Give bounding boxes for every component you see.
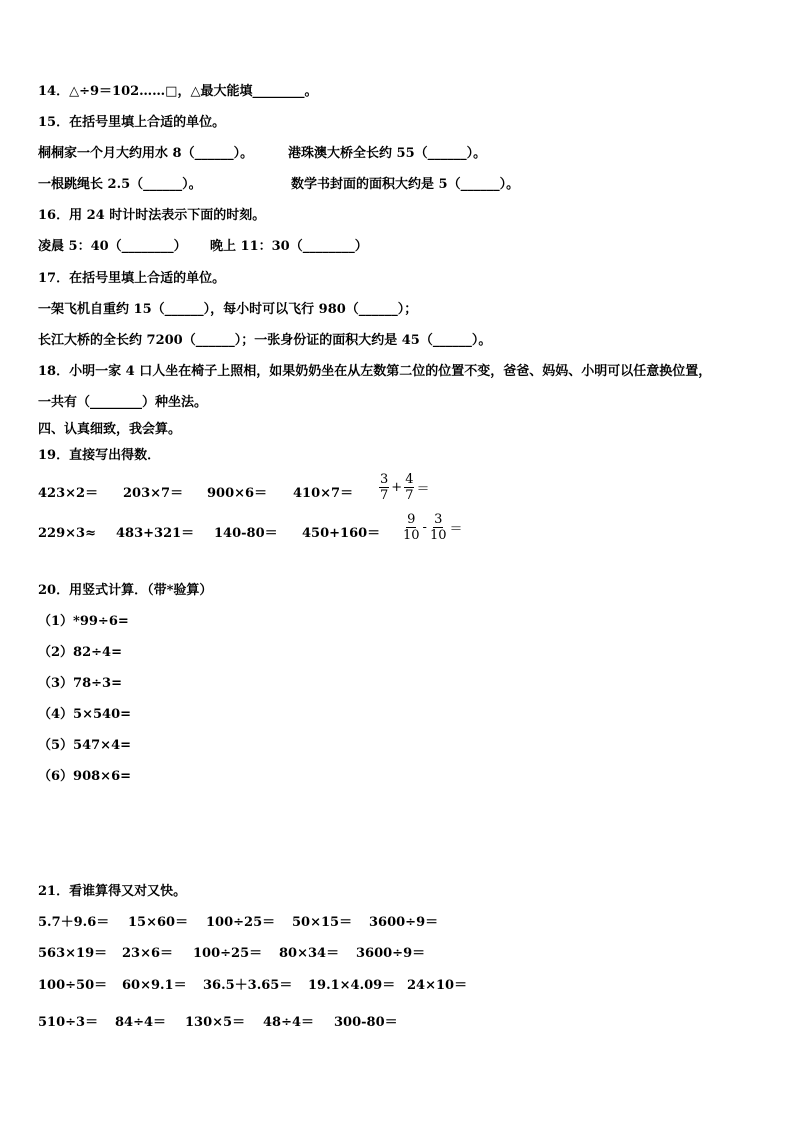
- section-4-heading: 四、认真细致，我会算。: [38, 422, 182, 437]
- operator: -: [422, 520, 427, 535]
- calc-item: 510÷3＝: [38, 1015, 99, 1030]
- question-15-item-d: 数学书封面的面积大约是 5（______）。: [291, 177, 520, 192]
- calc-item: 100÷25＝: [193, 946, 263, 961]
- calc-item: 900×6＝: [207, 486, 268, 501]
- calc-item: 229×3≈: [38, 526, 96, 541]
- list-item: （3）78÷3=: [38, 676, 122, 691]
- calc-item: 24×10＝: [407, 978, 468, 993]
- calc-item: 423×2＝: [38, 486, 99, 501]
- question-18-line-1: 18．小明一家 4 口人坐在椅子上照相，如果奶奶坐在从左数第二位的位置不变，爸爸、妈妈、小明可以任意换位置，: [38, 364, 712, 379]
- calc-item: 19.1×4.09＝: [308, 978, 396, 993]
- calc-item: 5.7＋9.6＝: [38, 915, 110, 930]
- calc-item: 100÷50＝: [38, 978, 108, 993]
- numerator: 4: [405, 472, 414, 487]
- fraction: [379, 472, 389, 503]
- question-16-item-a: 凌晨 5：40（________）: [38, 239, 187, 254]
- question-21-title: 21．看谁算得又对又快。: [38, 884, 187, 899]
- calc-item: 84÷4＝: [115, 1015, 167, 1030]
- operator: +: [391, 480, 403, 495]
- calc-item: 15×60＝: [128, 915, 189, 930]
- calc-item: 450+160＝: [302, 526, 381, 541]
- question-16-item-b: 晚上 11：30（________）: [210, 239, 368, 254]
- calc-item: 300-80＝: [334, 1015, 398, 1030]
- denominator: 7: [405, 488, 414, 503]
- equals-sign: ＝: [449, 522, 463, 537]
- calc-item: 36.5＋3.65＝: [203, 978, 293, 993]
- question-15-item-c: 一根跳绳长 2.5（______）。: [38, 177, 202, 192]
- calc-item: 203×7＝: [123, 486, 184, 501]
- numerator: 3: [380, 472, 389, 487]
- fraction: [402, 512, 421, 543]
- calc-item: 50×15＝: [292, 915, 353, 930]
- question-16-title: 16．用 24 时计时法表示下面的时刻。: [38, 208, 266, 223]
- list-item: （6）908×6=: [38, 769, 132, 784]
- calc-item: 48÷4＝: [263, 1015, 315, 1030]
- fraction: [404, 472, 414, 503]
- fraction-expression-1: [379, 472, 431, 503]
- list-item: （2）82÷4=: [38, 645, 122, 660]
- question-15-item-a: 桐桐家一个月大约用水 8（______）。: [38, 146, 254, 161]
- calc-item: 563×19＝: [38, 946, 108, 961]
- question-15-item-b: 港珠澳大桥全长约 55（______）。: [288, 146, 487, 161]
- calc-item: 140-80＝: [214, 526, 278, 541]
- denominator: 10: [403, 528, 420, 543]
- denominator: 10: [429, 528, 447, 543]
- list-item: （4）5×540=: [38, 707, 132, 722]
- question-15-title: 15．在括号里填上合适的单位。: [38, 115, 226, 130]
- calc-item: 3600÷9＝: [369, 915, 439, 930]
- calc-item: 60×9.1＝: [122, 978, 187, 993]
- calc-item: 483+321＝: [116, 526, 195, 541]
- numerator: 3: [434, 512, 443, 527]
- equals-sign: ＝: [416, 482, 430, 497]
- calc-item: 100÷25＝: [206, 915, 276, 930]
- question-17-title: 17．在括号里填上合适的单位。: [38, 271, 226, 286]
- fraction: [429, 512, 448, 543]
- question-18-line-2: 一共有（________）种坐法。: [38, 395, 208, 410]
- calc-item: 23×6＝: [122, 946, 174, 961]
- calc-item: 80×34＝: [279, 946, 340, 961]
- question-17-line-1: 一架飞机自重约 15（______），每小时可以飞行 980（______）；: [38, 302, 418, 317]
- numerator: 9: [407, 512, 416, 527]
- calc-item: 3600÷9＝: [356, 946, 426, 961]
- denominator: 7: [380, 488, 389, 503]
- list-item: （5）547×4=: [38, 738, 132, 753]
- fraction-expression-2: [402, 512, 465, 543]
- question-20-title: 20．用竖式计算．（带*验算）: [38, 583, 213, 598]
- calc-item: 410×7＝: [293, 486, 354, 501]
- question-14: 14．△÷9＝102……□，△最大能填________。: [38, 84, 318, 99]
- calc-item: 130×5＝: [185, 1015, 246, 1030]
- list-item: （1）*99÷6=: [38, 614, 129, 629]
- question-19-title: 19．直接写出得数．: [38, 448, 161, 463]
- question-17-line-2: 长江大桥的全长约 7200（______）；一张身份证的面积大约是 45（______）。: [38, 333, 492, 348]
